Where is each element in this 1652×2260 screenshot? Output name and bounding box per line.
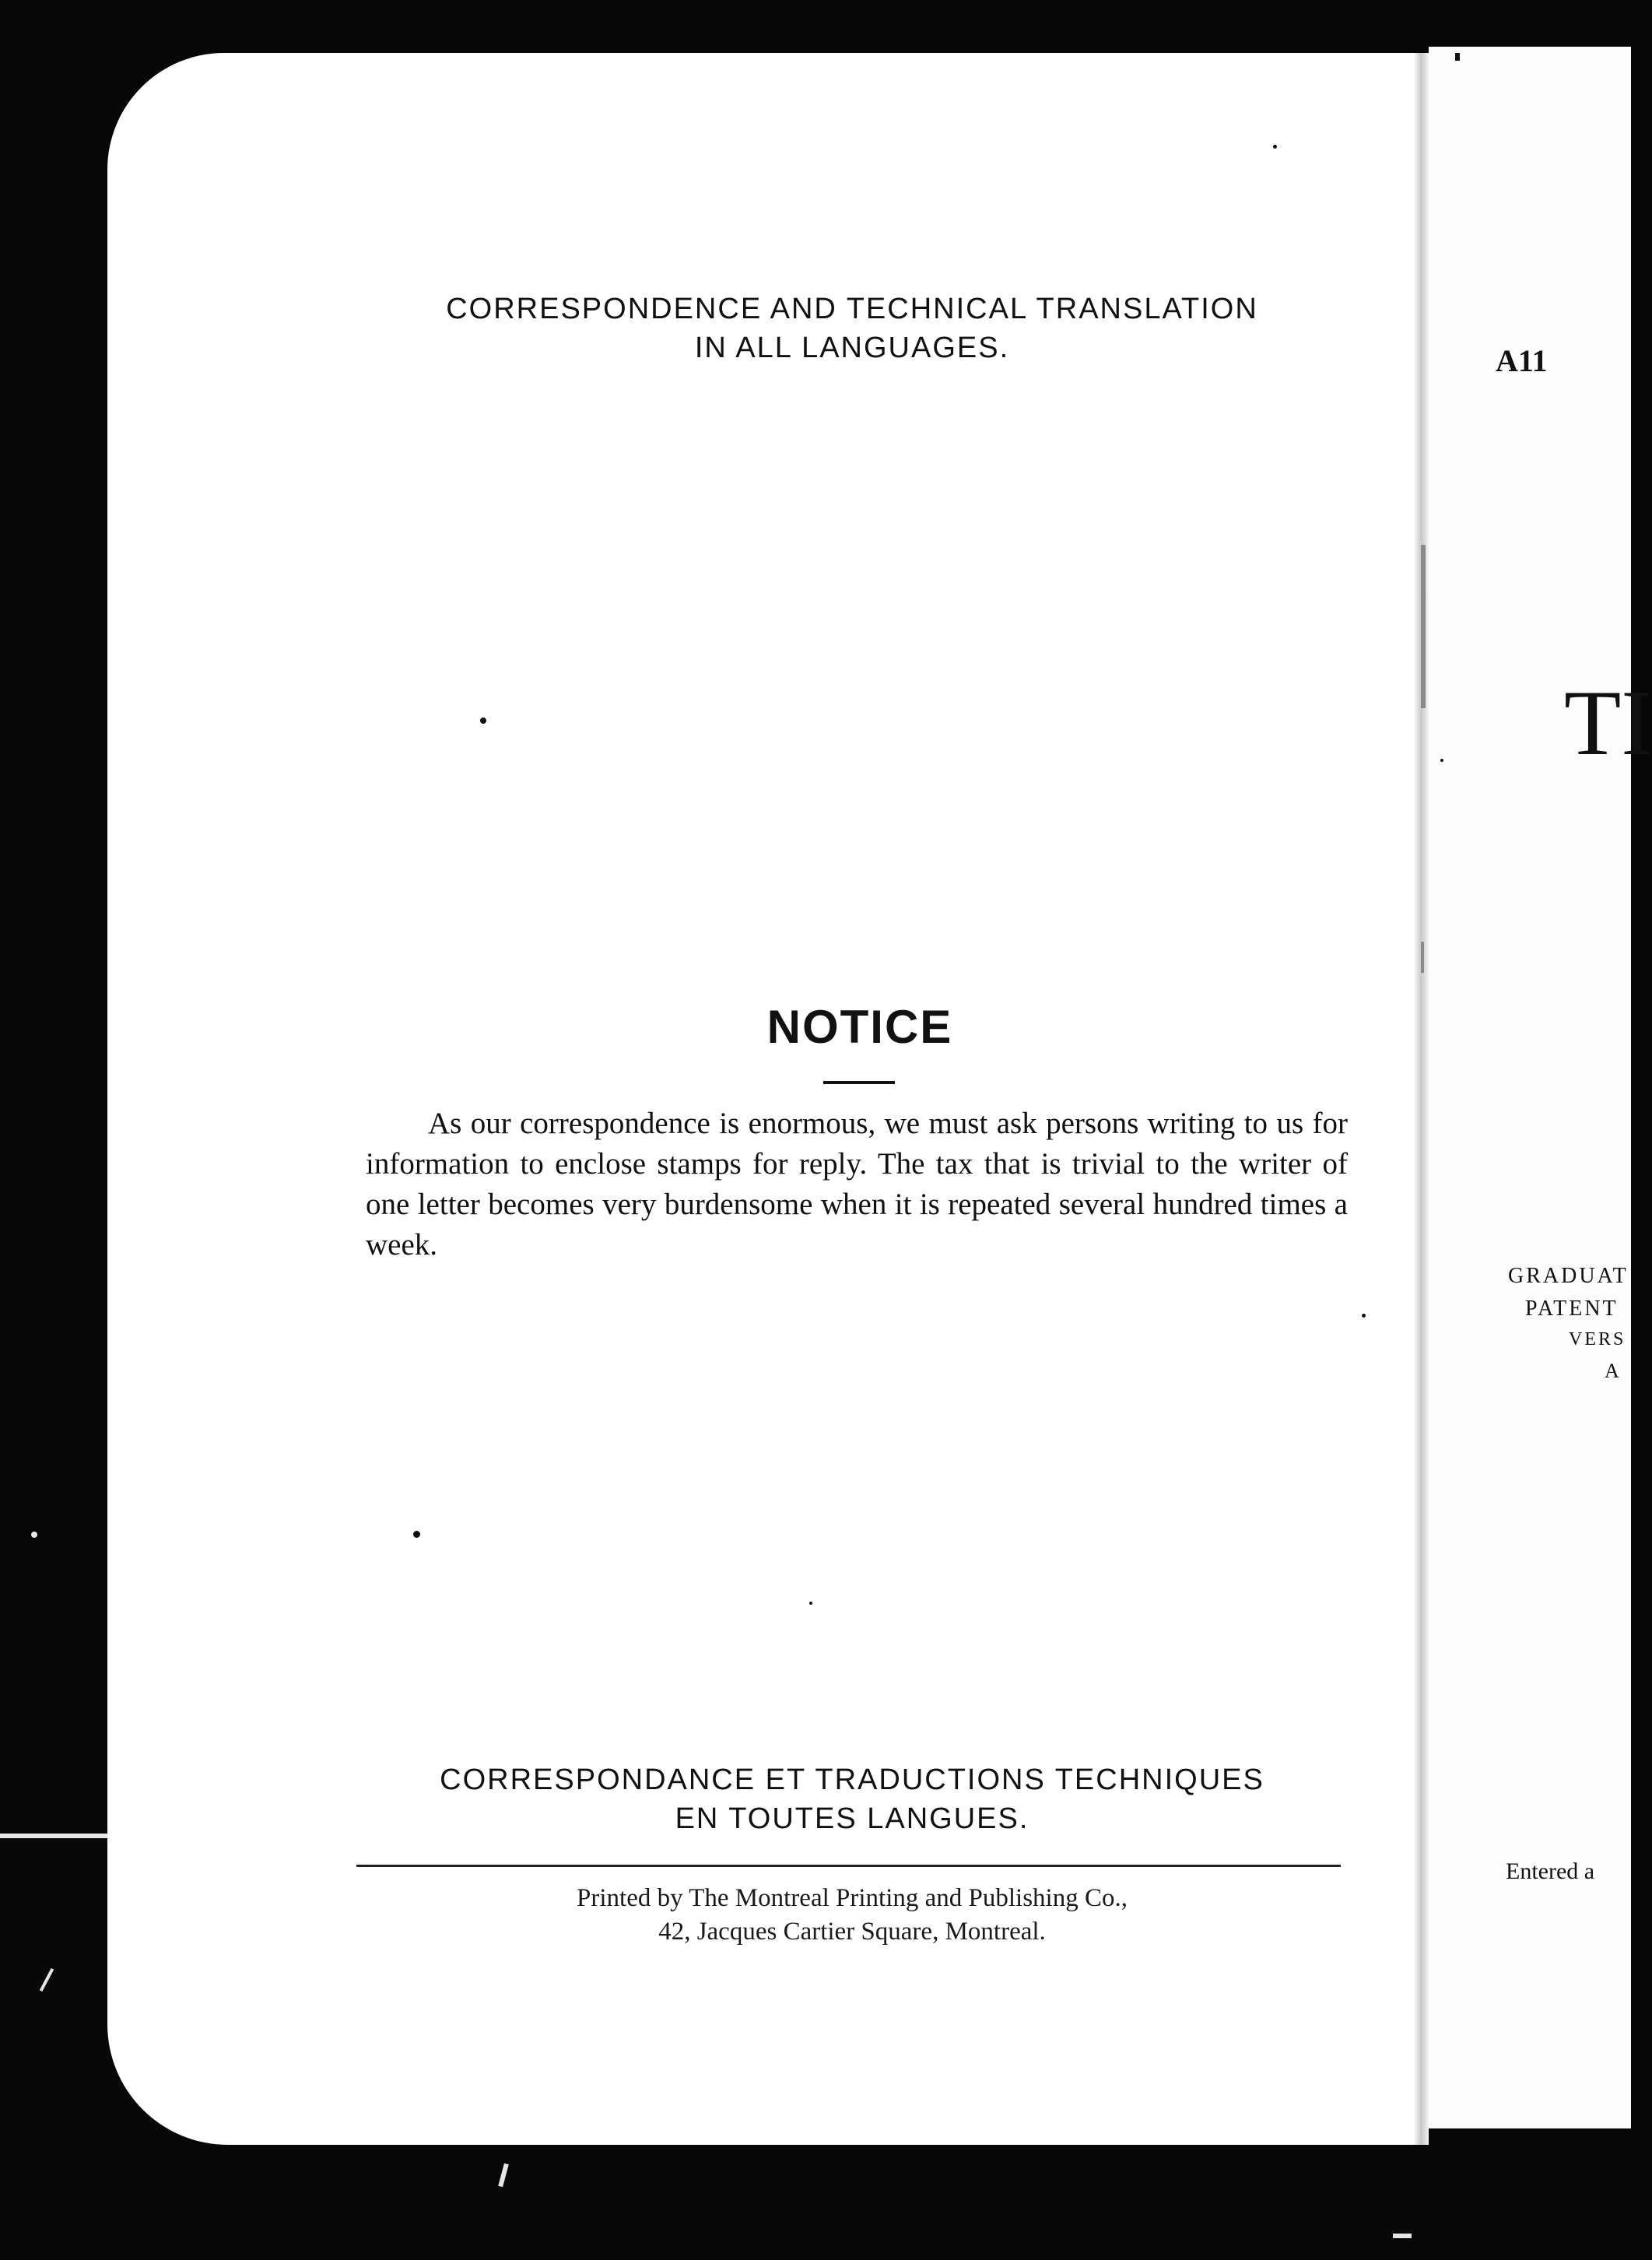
gutter-shadow <box>1421 942 1424 973</box>
notice-divider <box>823 1081 895 1084</box>
ink-speck <box>1455 53 1460 61</box>
scan-edge-mark <box>31 1532 37 1538</box>
scan-edge-mark <box>1393 2234 1412 2238</box>
english-heading-line-2: IN ALL LANGUAGES. <box>694 332 1010 364</box>
french-heading <box>366 1760 1338 1838</box>
notice-body: As our correspondence is enormous, we must ask persons writing to us for information to enclose stamps for reply. The tax that is trivial to the writer of one letter becomes very burdensome when it is repeated several hundred times a week. <box>366 1107 1348 1262</box>
printer-line-2: 42, Jacques Cartier Square, Montreal. <box>658 1918 1046 1946</box>
printer-imprint <box>366 1882 1338 1949</box>
gutter-shadow <box>1421 545 1426 708</box>
right-page-line-1: GRADUAT <box>1508 1264 1629 1288</box>
right-page-line-4: A <box>1605 1360 1622 1382</box>
right-page-line-3: VERS <box>1569 1329 1626 1349</box>
ink-speck <box>1273 145 1277 149</box>
page-gutter <box>1415 53 1429 2145</box>
ink-speck <box>1362 1314 1366 1318</box>
scan-edge-mark <box>40 1968 54 1992</box>
printer-line-1: Printed by The Montreal Printing and Publishing Co., <box>577 1884 1128 1912</box>
french-heading-line-1: CORRESPONDANCE ET TRADUCTIONS TECHNIQUES <box>440 1763 1264 1796</box>
scan-edge-mark <box>498 2163 509 2188</box>
french-heading-line-2: EN TOUTES LANGUES. <box>675 1802 1029 1835</box>
right-page-entered: Entered a <box>1506 1858 1595 1884</box>
right-page-number: A11 <box>1496 343 1548 378</box>
right-page-title-fragment: TI <box>1564 671 1652 774</box>
english-heading <box>366 290 1338 367</box>
scan-edge-line <box>0 1834 107 1838</box>
ink-speck <box>413 1531 420 1538</box>
notice-title: NOTICE <box>766 1001 953 1053</box>
ink-speck <box>480 718 486 724</box>
right-page-line-2: PATENT <box>1525 1297 1619 1321</box>
ink-speck <box>1440 759 1443 762</box>
footer-divider <box>356 1865 1341 1867</box>
english-heading-line-1: CORRESPONDENCE AND TECHNICAL TRANSLATION <box>446 293 1258 325</box>
ink-speck <box>809 1602 812 1605</box>
